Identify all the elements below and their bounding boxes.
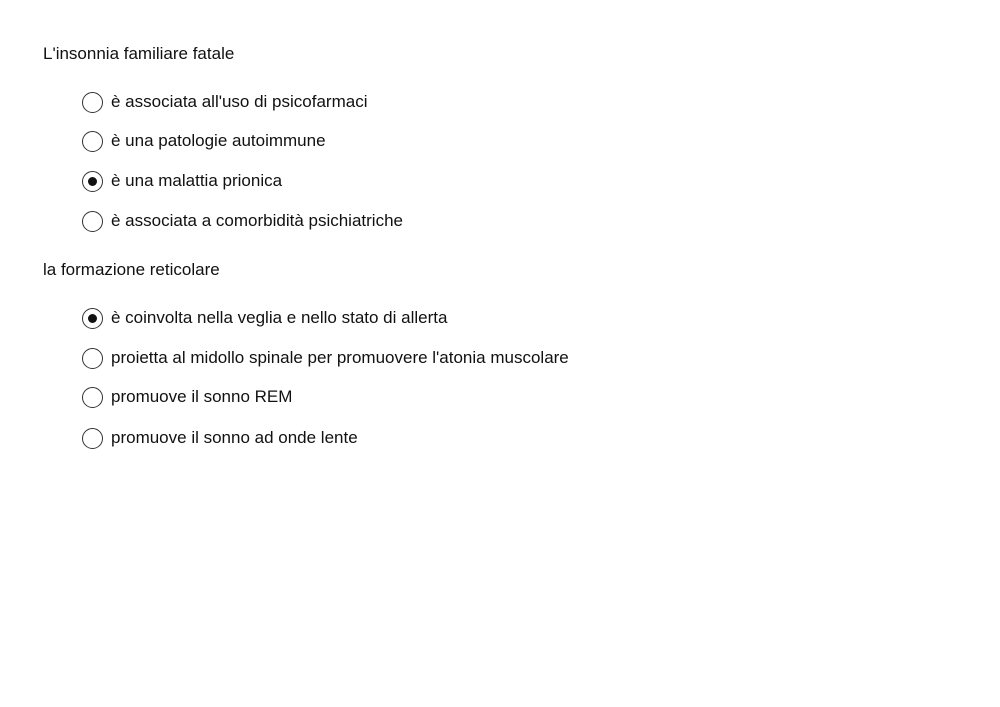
radio-button[interactable] — [82, 428, 103, 449]
option-label: è una malattia prionica — [111, 171, 283, 190]
option-label: promuove il sonno REM — [111, 387, 293, 406]
radio-button[interactable] — [82, 131, 103, 152]
radio-button[interactable] — [82, 348, 103, 369]
option-label: promuove il sonno ad onde lente — [111, 428, 358, 447]
question-1-option-1[interactable] — [82, 90, 367, 114]
question-1-option-4[interactable] — [82, 209, 403, 233]
option-label: è una patologie autoimmune — [111, 131, 326, 150]
question-2-option-3[interactable] — [82, 385, 292, 409]
question-2-option-1[interactable] — [82, 306, 447, 330]
question-1-option-2[interactable] — [82, 129, 326, 153]
question-1 — [43, 43, 943, 230]
radio-button[interactable] — [82, 171, 103, 192]
radio-button[interactable] — [82, 211, 103, 232]
question-2 — [43, 259, 943, 447]
option-label: è associata a comorbidità psichiatriche — [111, 211, 403, 230]
option-label: è coinvolta nella veglia e nello stato di allerta — [111, 308, 448, 327]
question-1-option-3[interactable] — [82, 169, 282, 193]
option-label: proietta al midollo spinale per promuovere l'atonia muscolare — [111, 348, 569, 367]
radio-button[interactable] — [82, 92, 103, 113]
radio-button[interactable] — [82, 308, 103, 329]
radio-button[interactable] — [82, 387, 103, 408]
question-2-option-2[interactable] — [82, 346, 569, 370]
question-1-text: L'insonnia familiare fatale — [43, 44, 235, 63]
option-label: è associata all'uso di psicofarmaci — [111, 92, 368, 111]
question-2-text: la formazione reticolare — [43, 260, 220, 279]
question-2-option-4[interactable] — [82, 426, 358, 450]
